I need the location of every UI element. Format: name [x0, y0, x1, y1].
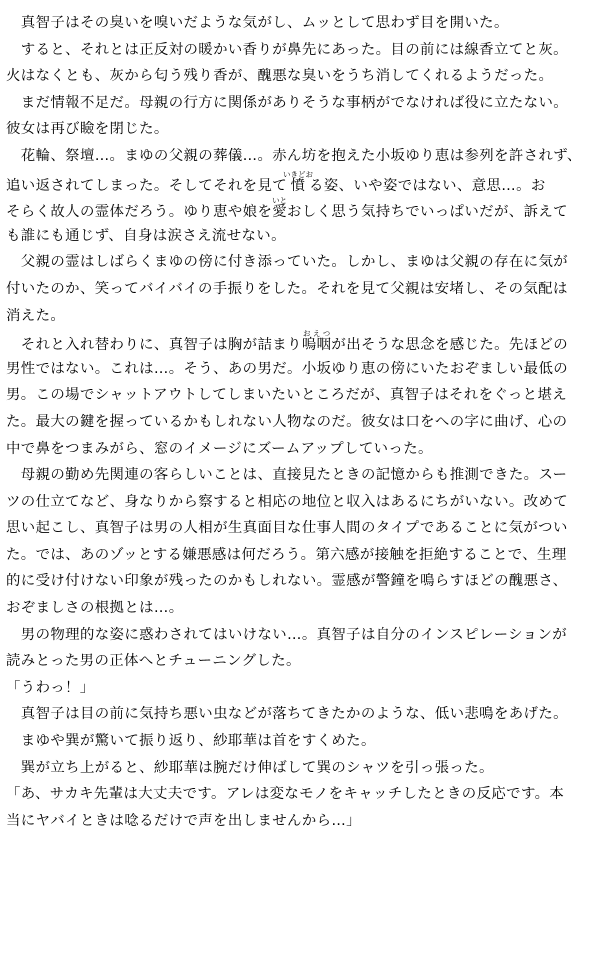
- ruby-reading: おえつ: [301, 329, 332, 339]
- text-line-25: 読みとった男の正体へとチューニングした。: [6, 653, 301, 670]
- ruby-base: 嗚咽: [301, 337, 332, 354]
- text-line-16: た。最大の鍵を握っているかもしれない人物なのだ。彼女は口をへの字に曲げ、心の: [6, 413, 568, 430]
- ruby-base: 憤: [283, 177, 314, 194]
- text-line-4: まだ情報不足だ。母親の行方に関係がありそうな事柄がでなければ役に立たない。: [6, 94, 569, 111]
- text-line-11: 付いたのか、笑ってバイバイの手振りをした。それを見て父親は安堵し、その気配は: [6, 280, 568, 297]
- text-line-10: 父親の霊はしばらくまゆの傍に付き添っていた。しかし、まゆは父親の存在に気が: [6, 254, 569, 271]
- text-line-5: 彼女は再び瞼を閉じた。: [6, 121, 169, 138]
- text-segment: それと入れ替わりに、真智子は胸が詰まり: [6, 337, 302, 354]
- text-line-7: [6, 170, 606, 197]
- text-line-8: [6, 196, 606, 223]
- text-segment: が出そうな思念を感じた。先ほどの: [331, 337, 569, 354]
- text-line-19: ツの仕立てなど、身なりから察すると相応の地位と収入はあるにちがいない。改めて: [6, 493, 569, 510]
- text-line-3: 火はなくとも、灰から匂う残り香が、醜悪な臭いをうち消してくれるようだった。: [6, 68, 554, 85]
- text-line-24: 男の物理的な姿に惑わされてはいけない…。真智子は自分のインスピレーションが: [6, 626, 568, 643]
- text-line-17: 中で鼻をつまみがら、窓のイメージにズームアップしていった。: [6, 440, 433, 457]
- text-line-1: 真智子はその臭いを嗅いだような気がし、ムッとして思わず目を開いた。: [6, 15, 509, 31]
- novel-text-body: [6, 10, 606, 834]
- text-line-12: 消えた。: [6, 307, 66, 324]
- text-segment: る姿、いや姿ではない、意思…。お: [309, 177, 546, 194]
- text-line-26: 「うわっ！」: [6, 679, 95, 696]
- text-line-22: 的に受け付けない印象が残ったのかもしれない。霊感が警鐘を鳴らすほどの醜悪さ、: [6, 573, 568, 590]
- text-segment: おしく思う気持ちでいっぱいだが、訴えて: [287, 204, 568, 221]
- text-line-29: 巽が立ち上がると、紗耶華は腕だけ伸ばして巽のシャツを引っ張った。: [6, 759, 494, 776]
- text-line-15: 男。この場でシャットアウトしてしまいたいところだが、真智子はそれをぐっと堪え: [6, 387, 568, 404]
- ruby-reading: いきどお: [283, 169, 314, 179]
- ruby-ikidooru: [283, 169, 314, 194]
- text-line-28: まゆや巽が驚いて振り返り、紗耶華は首をすくめた。: [6, 733, 376, 750]
- text-line-27: 真智子は目の前に気持ち悪い虫などが落ちてきたかのような、低い悲鳴をあげた。: [6, 706, 568, 723]
- text-line-20: 思い起こし、真智子は男の人相が生真面目な仕事人間のタイプであることに気がつい: [6, 520, 568, 537]
- ruby-ito: [272, 196, 288, 221]
- text-segment: 追い返されてしまった。そしてそれを見て: [6, 177, 288, 194]
- text-line-18: 母親の勤め先関連の客らしいことは、直接見たときの記憶からも推測できた。スー: [6, 467, 568, 484]
- text-line-21: た。では、あのゾッとする嫌悪感は何だろう。第六感が接触を拒絶することで、生理: [6, 546, 567, 563]
- text-line-2: すると、それとは正反対の暖かい香りが鼻先にあった。目の前には線香立てと灰。: [6, 41, 568, 58]
- ruby-oetsu: [301, 329, 332, 354]
- text-line-31: 当にヤバイときは唸るだけで声を出しませんから…」: [6, 812, 361, 829]
- text-segment: そらく故人の霊体だろう。ゆり恵や娘を: [6, 204, 273, 221]
- text-line-30: 「あ、サカキ先輩は大丈夫です。アレは変なモノをキャッチしたときの反応です。本: [6, 786, 565, 803]
- text-line-9: も誰にも通じず、自身は涙さえ流せない。: [6, 227, 286, 244]
- ruby-reading: いと: [272, 196, 288, 206]
- ruby-base: 愛: [272, 204, 288, 221]
- text-line-13: [6, 329, 606, 356]
- text-line-14: 男性ではない。これは…。そう、あの男だ。小坂ゆり恵の傍にいたおぞましい最低の: [6, 360, 569, 377]
- text-line-23: おぞましさの根拠とは…。: [6, 600, 184, 617]
- text-line-6: 花輪、祭壇…。まゆの父親の葬儀…。赤ん坊を抱えた小坂ゆり恵は参列を許されず、: [6, 147, 582, 164]
